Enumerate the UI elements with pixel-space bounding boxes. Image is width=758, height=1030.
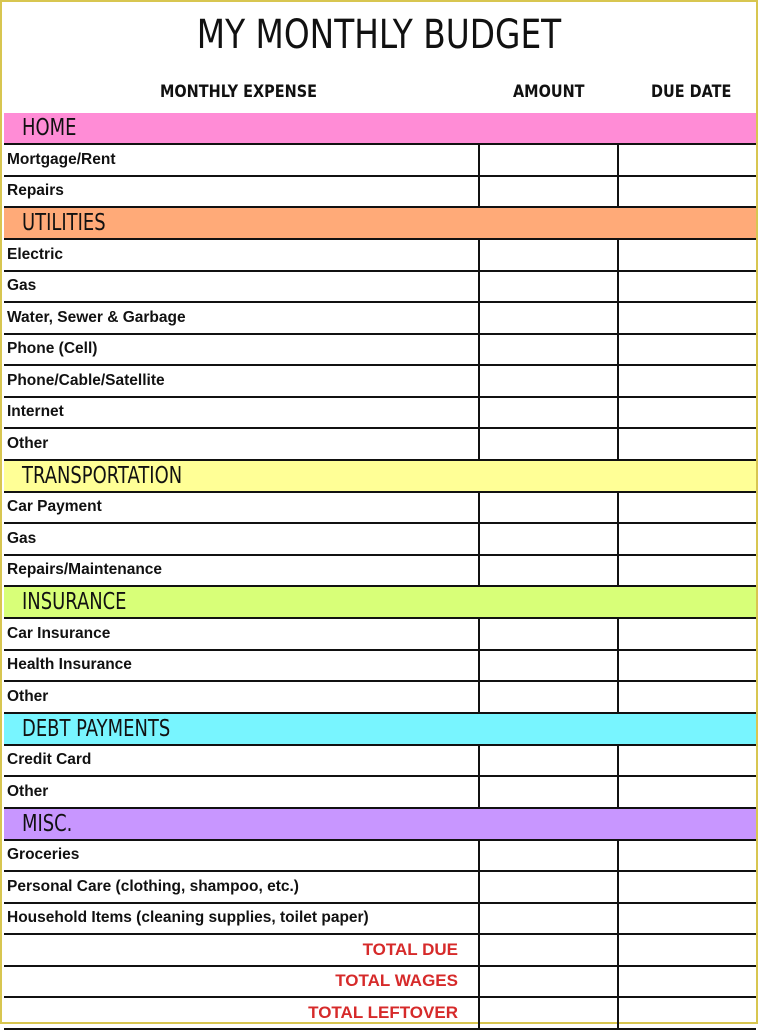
amount-cell[interactable] [480, 872, 619, 902]
due-date-cell[interactable] [619, 904, 756, 934]
due-date-cell[interactable] [619, 746, 756, 776]
expense-label: Water, Sewer & Garbage [4, 303, 480, 333]
due-date-cell[interactable] [619, 272, 756, 302]
due-date-cell[interactable] [619, 872, 756, 902]
total-blank-cell [619, 998, 756, 1028]
category-label: DEBT PAYMENTS [22, 715, 171, 742]
total-label: TOTAL WAGES [4, 967, 480, 997]
page-title: MY MONTHLY BUDGET [196, 12, 562, 58]
amount-cell[interactable] [480, 967, 619, 997]
expense-label: Personal Care (clothing, shampoo, etc.) [4, 872, 480, 902]
due-date-cell[interactable] [619, 619, 756, 649]
expense-row [4, 429, 756, 461]
amount-cell[interactable] [480, 366, 619, 396]
amount-cell[interactable] [480, 177, 619, 207]
category-label: HOME [22, 115, 77, 141]
expense-label: Phone/Cable/Satellite [4, 366, 480, 396]
expense-row [4, 619, 756, 651]
expense-row [4, 841, 756, 873]
expense-label: Household Items (cleaning supplies, toilet paper) [4, 904, 480, 934]
due-date-cell[interactable] [619, 841, 756, 871]
total-label: TOTAL DUE [4, 935, 480, 965]
due-date-cell[interactable] [619, 493, 756, 523]
amount-cell[interactable] [480, 998, 619, 1028]
due-date-cell[interactable] [619, 682, 756, 712]
expense-row [4, 366, 756, 398]
due-date-cell[interactable] [619, 429, 756, 459]
expense-label: Other [4, 682, 480, 712]
expense-row [4, 398, 756, 430]
expense-row [4, 177, 756, 209]
total-blank-cell [619, 935, 756, 965]
due-date-cell[interactable] [619, 303, 756, 333]
expense-label: Car Payment [4, 493, 480, 523]
expense-row [4, 777, 756, 809]
expense-row [4, 904, 756, 936]
expense-label: Repairs [4, 177, 480, 207]
expense-row [4, 272, 756, 304]
amount-cell[interactable] [480, 904, 619, 934]
total-blank-cell [619, 967, 756, 997]
expense-row [4, 651, 756, 683]
budget-table [4, 113, 756, 1030]
amount-cell[interactable] [480, 619, 619, 649]
amount-cell[interactable] [480, 272, 619, 302]
total-row [4, 998, 756, 1030]
expense-row [4, 524, 756, 556]
category-label: MISC. [22, 810, 73, 837]
expense-label: Groceries [4, 841, 480, 871]
due-date-cell[interactable] [619, 556, 756, 586]
due-date-cell[interactable] [619, 177, 756, 207]
column-header-expense: MONTHLY EXPENSE [160, 82, 318, 102]
category-header-utilities [4, 208, 756, 240]
amount-cell[interactable] [480, 777, 619, 807]
expense-label: Gas [4, 272, 480, 302]
amount-cell[interactable] [480, 493, 619, 523]
amount-cell[interactable] [480, 556, 619, 586]
category-header-misc [4, 809, 756, 841]
expense-label: Internet [4, 398, 480, 428]
expense-row [4, 872, 756, 904]
amount-cell[interactable] [480, 240, 619, 270]
amount-cell[interactable] [480, 935, 619, 965]
expense-row [4, 145, 756, 177]
expense-label: Gas [4, 524, 480, 554]
amount-cell[interactable] [480, 145, 619, 175]
due-date-cell[interactable] [619, 398, 756, 428]
expense-label: Repairs/Maintenance [4, 556, 480, 586]
total-row [4, 967, 756, 999]
due-date-cell[interactable] [619, 777, 756, 807]
expense-row [4, 556, 756, 588]
total-row [4, 935, 756, 967]
category-header-debt-payments [4, 714, 756, 746]
amount-cell[interactable] [480, 335, 619, 365]
expense-row [4, 746, 756, 778]
expense-row [4, 493, 756, 525]
expense-row [4, 335, 756, 367]
amount-cell[interactable] [480, 398, 619, 428]
expense-row [4, 240, 756, 272]
total-label: TOTAL LEFTOVER [4, 998, 480, 1028]
category-label: UTILITIES [22, 210, 106, 236]
expense-label: Car Insurance [4, 619, 480, 649]
category-header-transportation [4, 461, 756, 493]
expense-label: Mortgage/Rent [4, 145, 480, 175]
amount-cell[interactable] [480, 429, 619, 459]
due-date-cell[interactable] [619, 524, 756, 554]
expense-label: Other [4, 429, 480, 459]
expense-row [4, 682, 756, 714]
due-date-cell[interactable] [619, 240, 756, 270]
column-header-amount: AMOUNT [513, 82, 585, 102]
expense-label: Credit Card [4, 746, 480, 776]
amount-cell[interactable] [480, 841, 619, 871]
expense-label: Health Insurance [4, 651, 480, 681]
due-date-cell[interactable] [619, 366, 756, 396]
due-date-cell[interactable] [619, 651, 756, 681]
expense-label: Phone (Cell) [4, 335, 480, 365]
category-header-insurance [4, 587, 756, 619]
due-date-cell[interactable] [619, 335, 756, 365]
due-date-cell[interactable] [619, 145, 756, 175]
category-header-home [4, 113, 756, 145]
category-label: TRANSPORTATION [22, 462, 183, 489]
amount-cell[interactable] [480, 524, 619, 554]
expense-label: Other [4, 777, 480, 807]
category-label: INSURANCE [22, 589, 127, 615]
column-header-due-date: DUE DATE [651, 82, 732, 102]
expense-label: Electric [4, 240, 480, 270]
expense-row [4, 303, 756, 335]
amount-cell[interactable] [480, 651, 619, 681]
amount-cell[interactable] [480, 682, 619, 712]
amount-cell[interactable] [480, 746, 619, 776]
amount-cell[interactable] [480, 303, 619, 333]
